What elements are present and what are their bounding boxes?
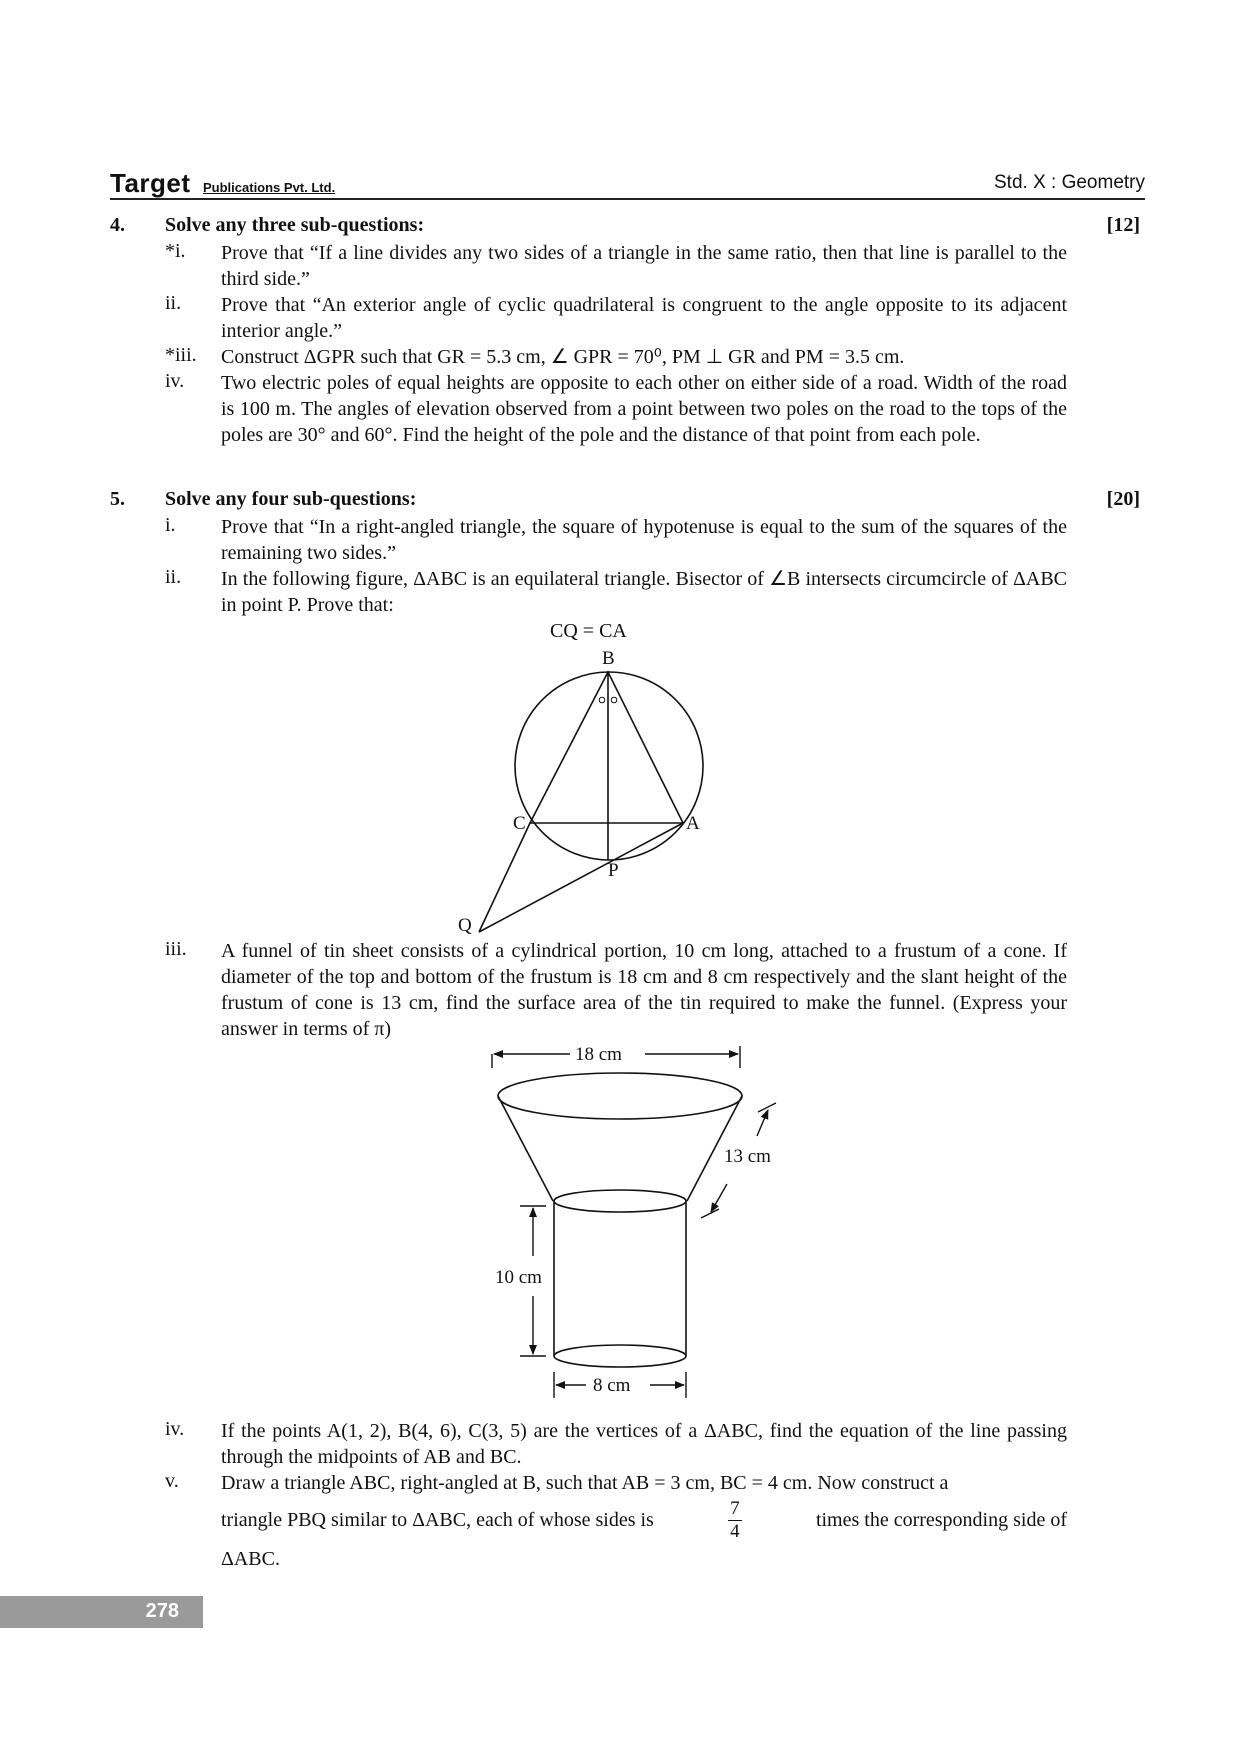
q4-item-text: Two electric poles of equal heights are opposite to each other on either side of a road. Width of the road is 100 m. The angles of elevation observed from a point between two poles on the road to the tops of the poles are 30° and 60°. Find the height of the pole and the distance of that point from each pole. <box>221 372 1067 446</box>
q4-number: 4. <box>110 214 125 236</box>
dim-cyl-height: 10 cm <box>495 1267 542 1288</box>
q5-item-label: i. <box>165 514 176 536</box>
dim-arrow <box>711 1184 727 1212</box>
subject-title: Std. X : Geometry <box>994 172 1145 193</box>
q4-item-text: Prove that “If a line divides any two sides of a triangle in the same ratio, then that line is parallel to the third side.” <box>221 242 1067 290</box>
label-c: C <box>513 813 526 834</box>
cylinder-top-ellipse <box>554 1190 686 1212</box>
q4-item-text: Prove that “An exterior angle of cyclic quadrilateral is congruent to the angle opposite to its adjacent interior angle.” <box>221 294 1067 342</box>
q5-item-text: A funnel of tin sheet consists of a cylindrical portion, 10 cm long, attached to a frustum of a cone. If diameter of the top and bottom of the frustum is 18 cm and 8 cm respectively and the slant height of the frustum of cone is 13 cm, find the surface area of the tin required to make the funnel. (Express your answer in terms of π) <box>221 940 1067 1040</box>
q5-item-text-part: ΔABC. <box>221 1548 280 1570</box>
q5-item-text-line <box>221 1498 1067 1542</box>
page-header <box>110 168 1145 200</box>
brand-logo: Target <box>110 168 191 198</box>
q4-item-label: iv. <box>165 370 185 392</box>
q5-item-text: If the points A(1, 2), B(4, 6), C(3, 5) are the vertices of a ΔABC, find the equation of the line passing through the midpoints of AB and BC. <box>221 1420 1067 1468</box>
q5-item-label: iii. <box>165 938 187 960</box>
q4-title: Solve any three sub-questions: <box>165 214 425 236</box>
q5-item-label: iv. <box>165 1418 185 1440</box>
dim-arrow <box>757 1110 768 1136</box>
angle-mark <box>611 697 617 703</box>
fraction <box>728 1498 742 1543</box>
triangle-abc <box>530 672 683 823</box>
q5-item-text: Prove that “In a right-angled triangle, the square of hypotenuse is equal to the sum of the squares of the remaining two sides.” <box>221 516 1067 564</box>
brand-publisher: Publications Pvt. Ltd. <box>203 180 336 195</box>
q5-item-text: Draw a triangle ABC, right-angled at B, such that AB = 3 cm, BC = 4 cm. Now construct a <box>221 1472 949 1494</box>
dim-tick <box>701 1209 719 1218</box>
funnel-figure <box>480 1036 800 1416</box>
label-q: Q <box>458 915 472 936</box>
dim-top-diameter: 18 cm <box>575 1044 622 1065</box>
fraction-denominator: 4 <box>730 1520 740 1542</box>
page-number: 278 <box>145 1600 179 1622</box>
angle-mark <box>599 697 605 703</box>
circumcircle <box>515 672 703 860</box>
line-aq <box>479 823 683 932</box>
prove-statement: CQ = CA <box>550 620 627 642</box>
frustum-side <box>498 1096 553 1201</box>
dim-bottom-diameter: 8 cm <box>593 1375 631 1396</box>
q5-number: 5. <box>110 488 125 510</box>
label-p: P <box>608 860 619 881</box>
q4-item-label: *iii. <box>165 344 197 366</box>
line-cq <box>479 823 530 932</box>
q5-title: Solve any four sub-questions: <box>165 488 417 510</box>
q4-item-label: ii. <box>165 292 182 314</box>
q4-item-label: *i. <box>165 240 186 262</box>
circle-triangle-figure <box>440 640 740 940</box>
frustum-top-ellipse <box>498 1073 742 1119</box>
dim-slant: 13 cm <box>724 1146 771 1167</box>
q5-item-label: v. <box>165 1470 179 1492</box>
label-a: A <box>686 813 700 834</box>
q5-item-label: ii. <box>165 566 182 588</box>
fraction-numerator: 7 <box>730 1497 740 1519</box>
page-footer <box>0 1596 203 1628</box>
q5-item-text: In the following figure, ΔABC is an equilateral triangle. Bisector of ∠B intersects circumcircle of ΔABC in point P. Prove that: <box>221 568 1067 616</box>
cylinder-bottom-ellipse <box>554 1345 686 1367</box>
q5-marks: [20] <box>1106 488 1140 510</box>
q5-item-text-part: triangle PBQ similar to ΔABC, each of whose sides is <box>221 1509 654 1531</box>
label-b: B <box>602 648 615 669</box>
q5-item-text-part: times the corresponding side of <box>815 1509 1067 1531</box>
q4-marks: [12] <box>1106 214 1140 236</box>
q4-item-text: Construct ΔGPR such that GR = 5.3 cm, ∠ GPR = 70⁰, PM ⊥ GR and PM = 3.5 cm. <box>221 346 905 368</box>
